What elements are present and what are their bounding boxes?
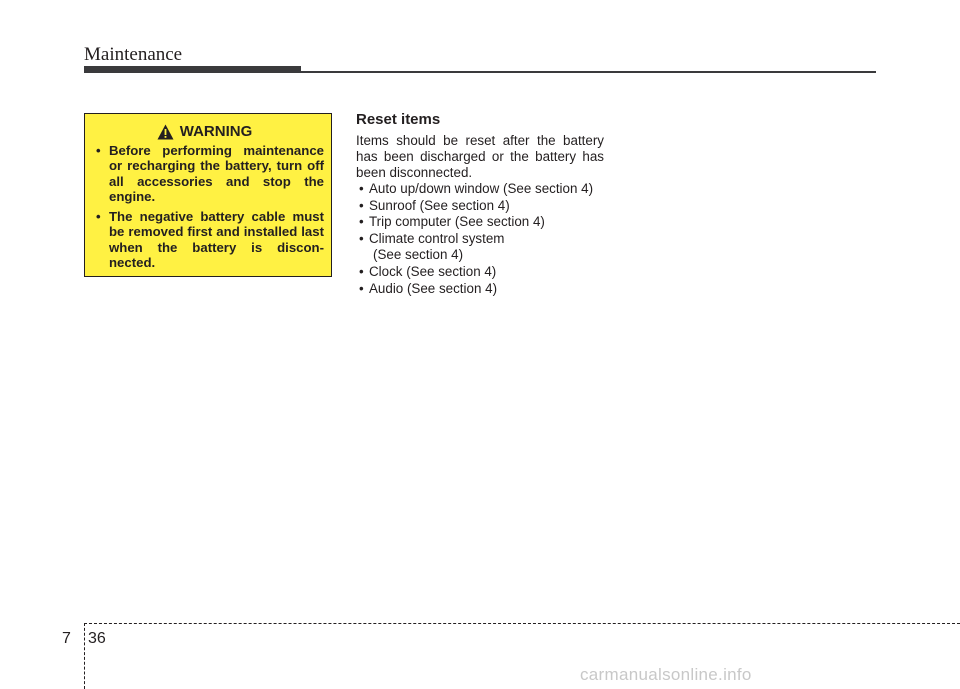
list-item-subtext: (See section 4) (373, 247, 464, 263)
warning-box (84, 113, 332, 277)
list-item-text: Sunroof (See section 4) (369, 197, 510, 213)
header-rule (300, 71, 876, 73)
warning-triangle-icon (157, 124, 174, 140)
page-header-title: Maintenance (84, 44, 183, 65)
list-item: • Audio (See section 4) (359, 280, 498, 296)
list-item-text: Auto up/down window (See section 4) (369, 181, 594, 196)
watermark: carmanualsonline.info (580, 665, 752, 684)
warning-item-text: The negative battery cable must be removed first and installed last when the battery is discon-nected. (109, 209, 324, 271)
footer-divider (84, 623, 960, 624)
warning-item: • Before performing maintenance or recharging the battery, turn off all accessories and stop the engine. (96, 143, 324, 204)
section-intro: Items should be reset after the battery has been discharged or the battery has been disconnected. (356, 133, 604, 181)
list-item: • Auto up/down window (See section 4) (359, 181, 594, 196)
warning-item-text: Before performing maintenance or recharging the battery, turn off all accessories and stop the engine. (109, 143, 324, 204)
header-bar-accent (84, 66, 301, 73)
list-item: • Climate control system (See section 4) (356, 231, 616, 263)
list-item-text: Climate control system (369, 231, 505, 247)
chapter-number: 7 (62, 630, 71, 647)
list-item: • Trip computer (See section 4) (359, 214, 545, 230)
warning-header (85, 123, 324, 140)
list-item: • Sunroof (See section 4) (359, 197, 510, 213)
list-item-text: Clock (See section 4) (369, 264, 497, 280)
page-number: 36 (88, 630, 106, 647)
list-item: • Clock (See section 4) (359, 264, 497, 280)
list-item-text: Trip computer (See section 4) (369, 214, 545, 230)
reset-items-list (356, 181, 616, 297)
warning-item: • The negative battery cable must be removed first and installed last when the battery is discon-nected. (96, 209, 324, 271)
section-title: Reset items (356, 111, 441, 128)
warning-title: WARNING (179, 123, 253, 140)
footer-vertical-divider (84, 623, 85, 689)
list-item-text: Audio (See section 4) (369, 280, 498, 296)
warning-list (93, 143, 324, 270)
